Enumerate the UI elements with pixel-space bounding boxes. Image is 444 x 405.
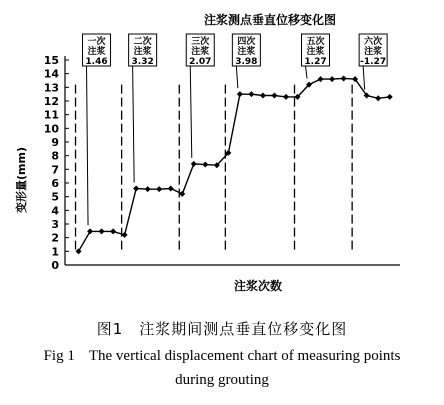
y-tick-label: 7 xyxy=(51,163,59,177)
data-point xyxy=(202,162,208,168)
stage-label-text: 四次 xyxy=(237,37,256,47)
data-point xyxy=(271,93,277,99)
stage-value-label: 3.98 xyxy=(235,57,258,67)
y-tick-label: 15 xyxy=(43,54,59,67)
stage-labels xyxy=(83,34,388,225)
x-axis-label: 注浆次数 xyxy=(233,279,283,293)
stage-label-box xyxy=(302,34,330,79)
stage-markers xyxy=(76,85,353,250)
stage-label-box xyxy=(129,34,157,182)
y-tick-label: 1 xyxy=(51,245,59,259)
stage-label-text: 六次 xyxy=(364,37,383,47)
stage-leader-line xyxy=(133,66,135,182)
stage-label-text: 注浆 xyxy=(364,47,383,57)
stage-label-box xyxy=(186,34,214,158)
stage-label-text: 注浆 xyxy=(306,47,325,57)
data-point xyxy=(341,75,347,81)
data-point xyxy=(110,228,116,234)
stage-leader-line xyxy=(363,66,365,90)
series-layer xyxy=(76,75,393,254)
y-tick-label: 3 xyxy=(51,218,59,231)
stage-value-label: 1.27 xyxy=(304,57,327,67)
stage-leader-line xyxy=(87,66,89,225)
stage-value-label: 2.07 xyxy=(189,57,212,67)
y-tick-label: 4 xyxy=(51,204,59,218)
caption-english-line2: during grouting xyxy=(175,372,269,388)
caption-english-line1 xyxy=(0,348,444,365)
y-tick-label: 8 xyxy=(51,149,59,163)
y-tick-label: 12 xyxy=(43,95,59,108)
y-tick-label: 9 xyxy=(51,136,59,149)
stage-label-text: 二次 xyxy=(133,37,152,47)
data-point xyxy=(375,95,381,101)
data-point xyxy=(248,91,254,97)
data-point xyxy=(329,76,335,82)
stage-leader-line xyxy=(236,66,238,88)
y-tick-label: 5 xyxy=(51,190,59,204)
data-point xyxy=(237,91,243,97)
stage-label-text: 注浆 xyxy=(237,47,256,57)
stage-label-text: 注浆 xyxy=(133,47,152,57)
y-tick-label: 2 xyxy=(51,231,59,245)
stage-label-text: 注浆 xyxy=(191,47,210,57)
data-point xyxy=(168,185,174,191)
stage-leader-line xyxy=(306,66,308,79)
y-tick-label: 11 xyxy=(43,108,59,122)
y-tick-label: 14 xyxy=(43,67,59,81)
stage-label-box xyxy=(359,34,387,90)
data-point xyxy=(76,248,82,254)
data-point xyxy=(145,186,151,192)
data-point xyxy=(387,94,393,100)
stage-value-label: -1.27 xyxy=(360,57,387,67)
y-tick-label: 0 xyxy=(51,259,59,272)
stage-label-text: 一次 xyxy=(87,37,106,47)
data-point xyxy=(260,93,266,99)
data-point xyxy=(122,232,128,238)
stage-label-text: 三次 xyxy=(191,37,210,47)
axes xyxy=(65,56,400,265)
y-tick-label: 10 xyxy=(43,122,59,136)
data-point xyxy=(179,191,185,197)
stage-label-box xyxy=(232,34,260,88)
stage-value-label: 3.32 xyxy=(131,57,154,67)
data-point xyxy=(87,228,93,234)
y-tick-label: 13 xyxy=(43,81,59,95)
data-point xyxy=(283,94,289,100)
caption-english-text: The vertical displacement chart of measuring points xyxy=(88,348,401,364)
stage-label-text: 注浆 xyxy=(87,47,106,57)
series-line xyxy=(79,78,390,251)
data-point xyxy=(318,76,324,82)
data-point xyxy=(191,161,197,167)
stage-leader-line xyxy=(190,66,192,158)
data-point xyxy=(99,228,105,234)
y-axis-label: 变形量(mm) xyxy=(15,147,28,213)
chart-title: 注浆测点垂直位移变化图 xyxy=(203,13,337,27)
stage-value-label: 1.46 xyxy=(85,57,108,67)
caption-chinese: 图1 注浆期间测点垂直位移变化图 xyxy=(96,320,348,338)
y-tick-label: 6 xyxy=(51,177,59,190)
stage-label-text: 五次 xyxy=(306,37,325,47)
data-point xyxy=(156,186,162,192)
stage-label-box xyxy=(83,34,111,225)
data-point xyxy=(133,185,139,191)
caption-fig-number: Fig 1 xyxy=(43,348,75,364)
